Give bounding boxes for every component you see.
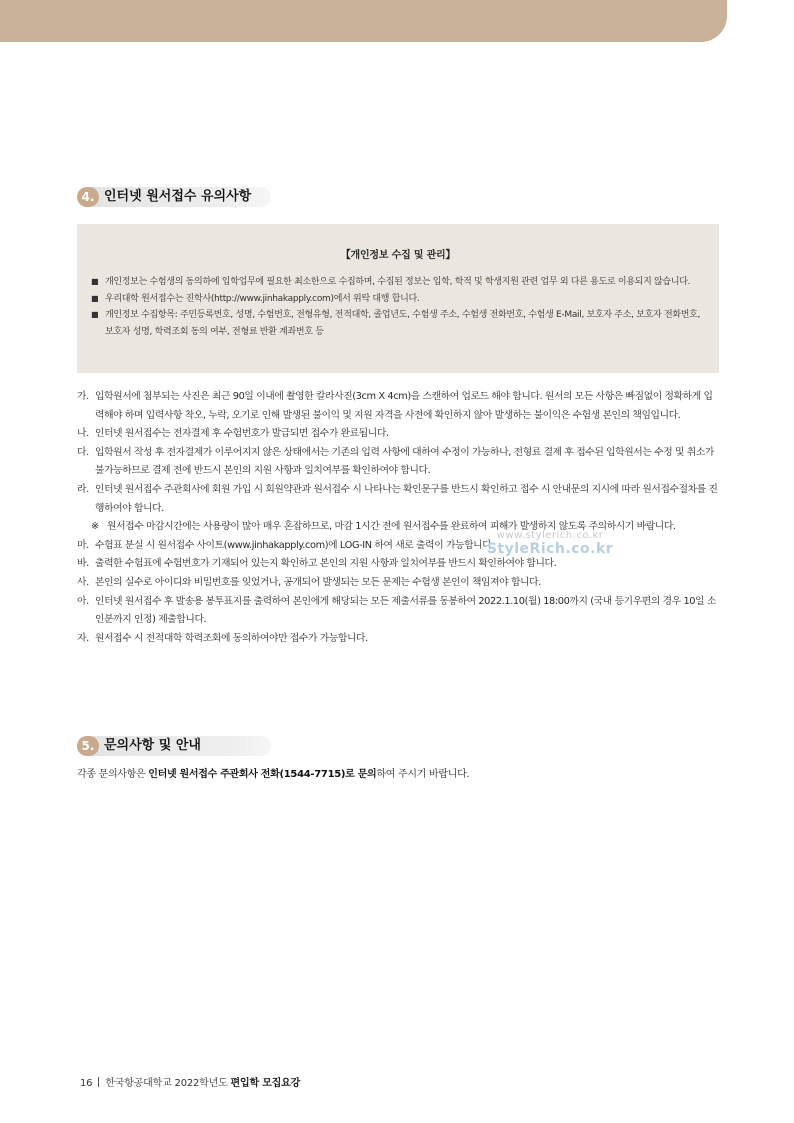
guideline-item (77, 481, 720, 518)
notice-item-text: 개인정보 수집항목: 주민등록번호, 성명, 수험번호, 전형유형, 전적대학, 졸업년도, 수험생 주소, 수험생 전화번호, 수험생 E-Mail, 보호자 주소, 보호자 전화번호, 보호자 성명, 학력조회 동의 여부, 전형료 반환 계좌번호 등 (105, 310, 701, 337)
section-title: 인터넷 원서접수 유의사항 (104, 189, 252, 204)
section-number: 5. (77, 736, 99, 756)
item-marker: 나. (77, 428, 89, 440)
item-marker: 바. (77, 558, 89, 570)
item-text: 본인의 실수로 아이디와 비밀번호를 잊었거나, 공개되어 발생되는 모든 문제는 수험생 본인이 책임져야 합니다. (95, 576, 541, 588)
notice-item (91, 307, 711, 340)
guideline-item (77, 444, 720, 481)
item-text: 인터넷 원서접수는 전자결제 후 수험번호가 발급되면 접수가 완료됩니다. (95, 428, 389, 440)
note-marker: ※ (91, 521, 99, 533)
item-marker: 가. (77, 391, 89, 402)
guideline-list (77, 388, 720, 648)
item-text: 인터넷 원서접수 주관회사에 회원 가입 시 회원약관과 원서접수 시 나타나는 확인문구를 반드시 확인하고 접수 시 안내문의 지시에 따라 원서접수절차를 진행하여야 합니다. (95, 483, 718, 514)
section-number: 4. (77, 187, 99, 207)
footer-doc-title: 편입학 모집요강 (230, 1078, 301, 1089)
square-bullet-icon: ■ (91, 310, 99, 319)
notice-item-text: 우리대학 원서접수는 진학사(http://www.jinhakapply.com)에서 위탁 대행 합니다. (105, 293, 420, 304)
item-text: 인터넷 원서접수 후 발송용 봉투표지를 출력하여 본인에게 해당되는 모든 제출서류를 동봉하여 2022.1.10(월) 18:00까지 (국내 등기우편의 경우 10일 소인분까지 인정) 제출합니다. (95, 595, 716, 626)
guideline-item (77, 425, 720, 444)
item-text: 원서접수 시 전적대학 학력조회에 동의하여야만 접수가 가능합니다. (95, 632, 368, 644)
item-marker: 사. (77, 576, 89, 588)
watermark-brand: StyleRich.co.kr (486, 541, 614, 557)
notice-item (91, 274, 711, 291)
contact-prefix: 각종 문의사항은 (77, 769, 149, 780)
footer-school: 한국항공대학교 2022학년도 (105, 1078, 228, 1089)
square-bullet-icon: ■ (91, 293, 99, 303)
guideline-item (77, 388, 720, 425)
item-text: 입학원서 작성 후 전자결제가 이루어지지 않은 상태에서는 기존의 입력 사항에 대하여 수정이 가능하나, 전형료 결제 후 접수된 입학원서는 수정 및 취소가 불가능하므로 결제 전에 반드시 본인의 지원 사항과 일치여부를 확인하여야 합니다. (95, 446, 714, 477)
contact-highlight: 인터넷 원서접수 주관회사 전화(1544-7715)로 문의 (148, 769, 377, 780)
item-marker: 다. (77, 446, 89, 458)
item-text: 출력한 수험표에 수험번호가 기재되어 있는지 확인하고 본인의 지원 사항과 일치여부를 반드시 확인하여야 합니다. (95, 558, 557, 570)
guideline-item (77, 593, 720, 630)
item-marker: 자. (77, 632, 89, 644)
contact-info (77, 765, 720, 780)
square-bullet-icon: ■ (91, 277, 99, 286)
notice-item-text: 개인정보는 수험생의 동의하에 입학업무에 필요한 최소한으로 수집하며, 수집된 정보는 입학, 학적 및 학생지원 관련 업무 외 다른 용도로 이용되지 않습니다. (105, 277, 691, 287)
section-4-heading (77, 187, 271, 207)
footer-divider (98, 1077, 99, 1087)
note-text: 원서접수 마감시간에는 사용량이 많아 매우 혼잡하므로, 마감 1시간 전에 원서접수를 완료하여 피해가 발생하지 않도록 주의하시기 바랍니다. (107, 521, 676, 533)
watermark-url: www.stylerich.co.kr (496, 530, 604, 541)
item-marker: 아. (77, 595, 89, 607)
guideline-item (77, 574, 720, 593)
privacy-notice-box (77, 224, 719, 373)
notice-list (91, 274, 711, 340)
notice-item (91, 291, 711, 308)
notice-title: 【개인정보 수집 및 관리】 (340, 250, 456, 261)
item-marker: 라. (77, 483, 89, 495)
item-marker: 마. (77, 539, 89, 551)
item-text: 입학원서에 첨부되는 사진은 최근 90일 이내에 촬영한 칼라사진(3cm X 4cm)을 스캔하여 업로드 해야 합니다. 원서의 모든 사항은 빠짐없이 정확하게 입력해야 하며 입력사항 착오, 누락, 오기로 인해 발생된 불이익 및 지원 자격을 사전에 확인하지 않아 발생하는 불이익은 수험생 본인의 책임입니다. (95, 391, 713, 421)
item-text: 수험표 분실 시 원서접수 사이트(www.jinhakapply.com)에 LOG-IN 하여 새로 출력이 가능합니다. (95, 539, 495, 551)
guideline-item (77, 630, 720, 649)
contact-suffix: 하여 주시기 바랍니다. (376, 769, 470, 780)
page-footer (80, 1074, 300, 1089)
page-number: 16 (80, 1078, 93, 1089)
section-title: 문의사항 및 안내 (104, 738, 201, 753)
header-band (0, 0, 727, 42)
section-5-heading (77, 736, 271, 756)
watermark (470, 530, 630, 557)
guideline-item (77, 555, 720, 574)
